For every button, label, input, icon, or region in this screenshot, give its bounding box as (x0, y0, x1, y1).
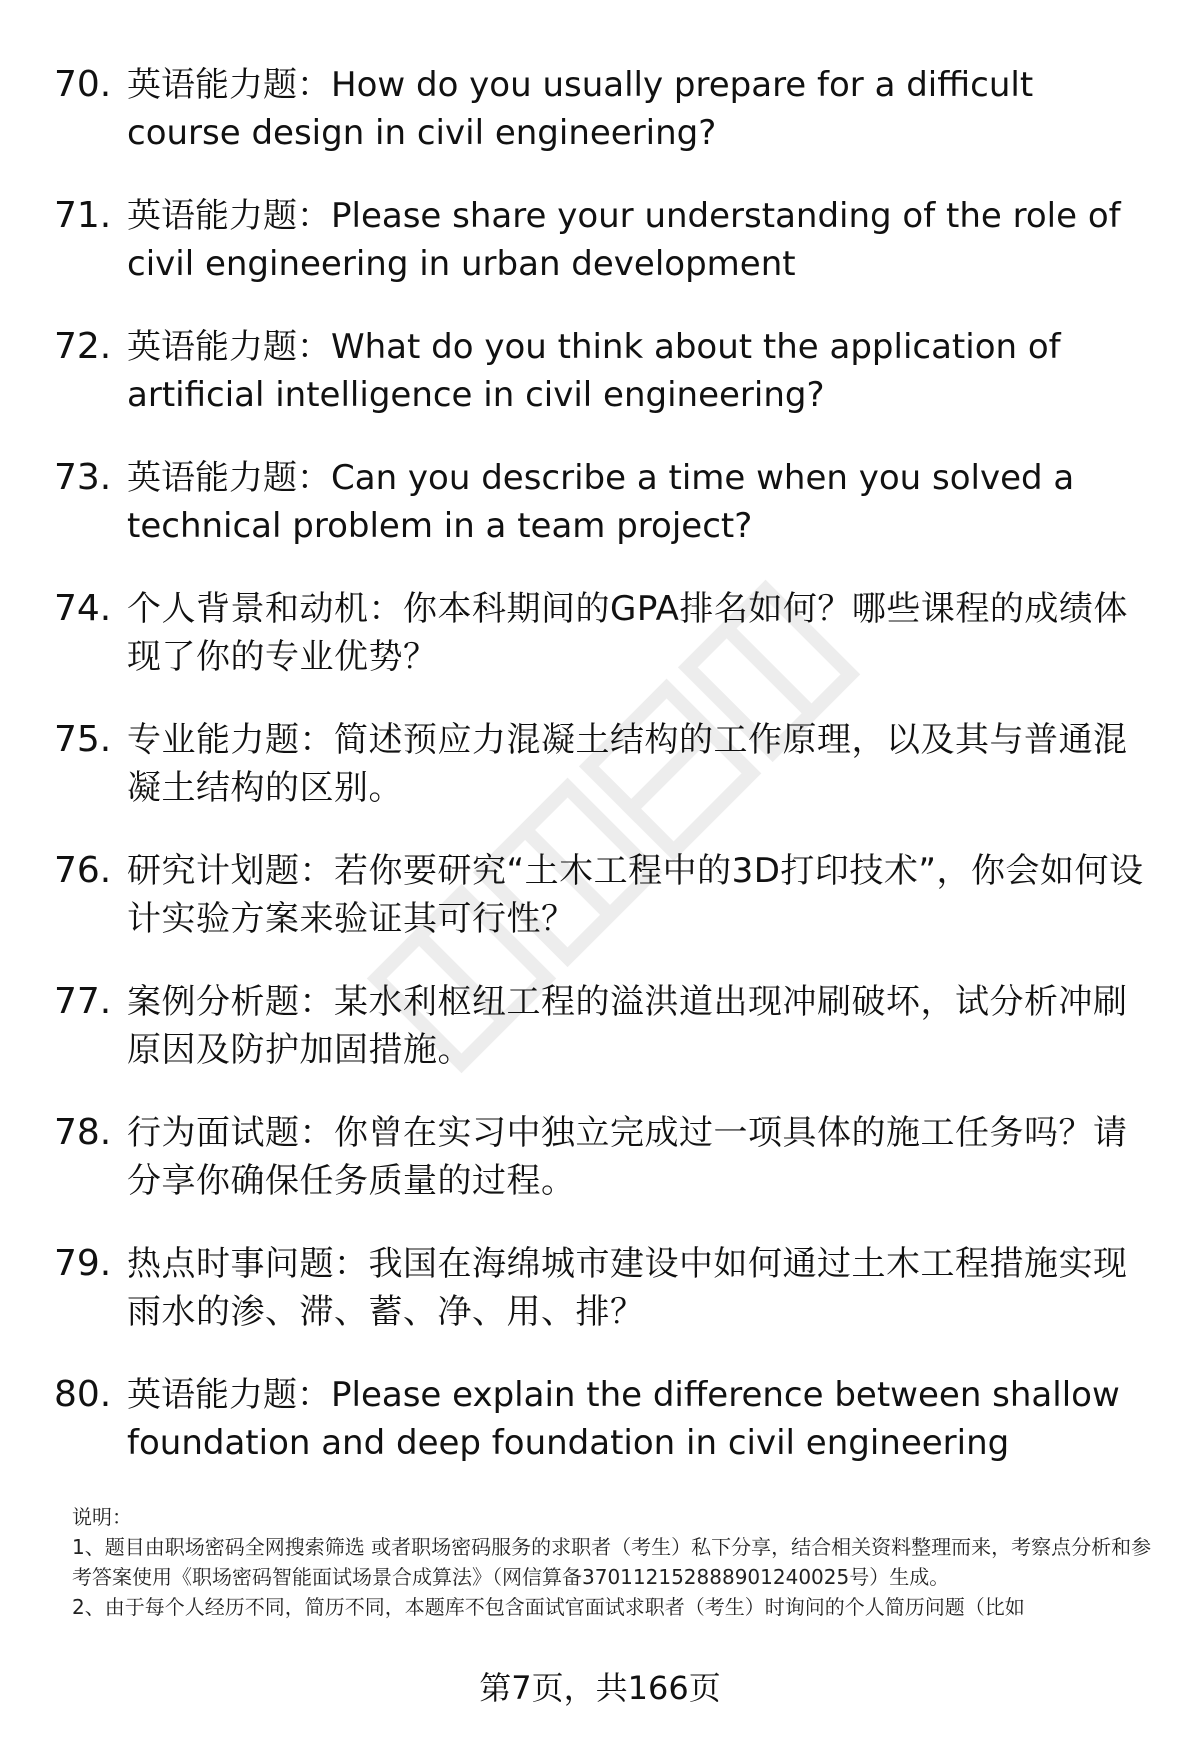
question-number: 71. (54, 195, 112, 236)
notes-item-1: 1、题目由职场密码全网搜索筛选 或者职场密码服务的求职者（考生）私下分享，结合相关资料整理而来，考察点分析和参考答案使用《职场密码智能面试场景合成算法》（网信算备370112152888901240025号）生成。 (72, 1535, 1152, 1589)
question-number: 73. (54, 457, 112, 498)
question-number: 72. (54, 326, 112, 367)
question-item (0, 1234, 1200, 1365)
question-item (0, 1365, 1200, 1496)
question-item (0, 972, 1200, 1103)
question-text: 热点时事问题：我国在海绵城市建设中如何通过土木工程措施实现雨水的渗、滞、蓄、净、用、排？ (127, 1244, 1128, 1332)
question-text: 英语能力题：What do you think about the application of artificial intelligence in civil engineering? (127, 327, 1061, 415)
question-number: 70. (54, 64, 112, 105)
question-item (0, 55, 1200, 186)
question-number: 75. (54, 719, 112, 760)
question-number: 80. (54, 1374, 112, 1415)
question-text: 行为面试题：你曾在实习中独立完成过一项具体的施工任务吗？请分享你确保任务质量的过程。 (127, 1113, 1128, 1201)
question-text: 专业能力题：简述预应力混凝土结构的工作原理，以及其与普通混凝土结构的区别。 (127, 720, 1128, 808)
notes-heading: 说明： (72, 1505, 132, 1529)
question-number: 76. (54, 850, 112, 891)
question-text: 英语能力题：Can you describe a time when you solved a technical problem in a team project? (127, 458, 1075, 546)
question-number: 78. (54, 1112, 112, 1153)
question-item (0, 317, 1200, 448)
question-number: 74. (54, 588, 112, 629)
page-indicator: 第7页，共166页 (479, 1669, 721, 1707)
question-item (0, 186, 1200, 317)
question-list (0, 55, 1200, 1496)
question-text: 个人背景和动机：你本科期间的GPA排名如何？哪些课程的成绩体现了你的专业优势？ (127, 589, 1128, 677)
question-text: 英语能力题：Please explain the difference between shallow foundation and deep foundation in civil engineering (127, 1375, 1120, 1463)
question-item (0, 1103, 1200, 1234)
question-number: 77. (54, 981, 112, 1022)
question-item (0, 448, 1200, 579)
question-number: 79. (54, 1243, 112, 1284)
question-item (0, 579, 1200, 710)
question-text: 研究计划题：若你要研究“土木工程中的3D打印技术”，你会如何设计实验方案来验证其可行性？ (127, 851, 1144, 939)
question-text: 英语能力题：How do you usually prepare for a difficult course design in civil engineering? (127, 65, 1034, 153)
question-text: 英语能力题：Please share your understanding of the role of civil engineering in urban development (127, 196, 1121, 284)
question-text: 案例分析题：某水利枢纽工程的溢洪道出现冲刷破坏，试分析冲刷原因及防护加固措施。 (127, 982, 1128, 1070)
question-item (0, 841, 1200, 972)
notes-item-2: 2、由于每个人经历不同，简历不同，本题库不包含面试官面试求职者（考生）时询问的个人简历问题（比如 (72, 1595, 1025, 1619)
notes-section (72, 1502, 1152, 1622)
question-item (0, 710, 1200, 841)
